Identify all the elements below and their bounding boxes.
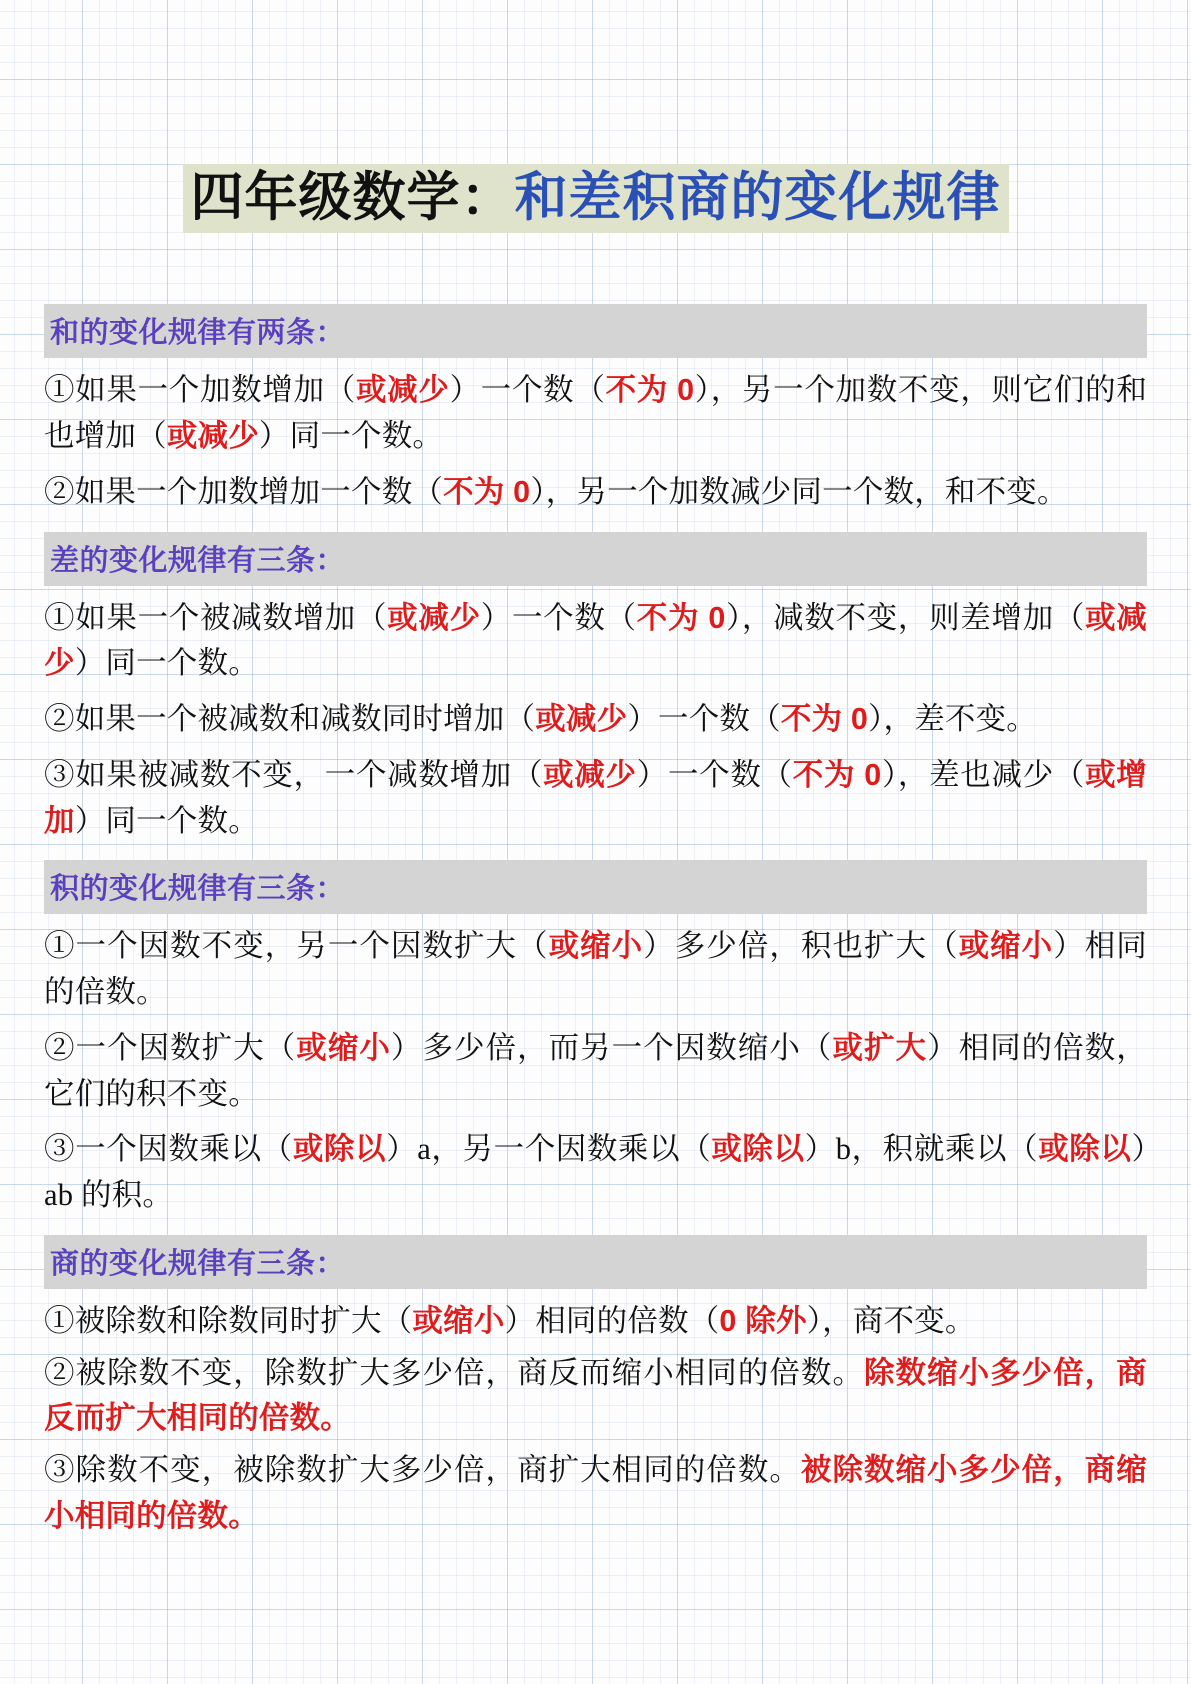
rule-span-plain: ）同一个数。	[74, 646, 259, 681]
section-sum	[44, 304, 1147, 515]
rule-span-plain: ）多少倍，而另一个因数缩小（	[390, 1030, 833, 1065]
rule-item	[44, 1299, 1147, 1345]
rule-span-emphasis: 除数缩小多少倍，商反而扩大相同的倍数。	[44, 1355, 1147, 1436]
rule-span-plain: ）b，积就乘以（	[804, 1132, 1039, 1167]
section-product	[44, 860, 1147, 1219]
section-heading: 积的变化规律有三条：	[44, 860, 1147, 914]
rule-span-emphasis: 或除以	[1038, 1132, 1132, 1167]
rule-span-emphasis: 或缩小	[412, 1303, 505, 1338]
rule-span-plain: ），另一个加数不变，则它们的和也增加（	[44, 373, 1148, 454]
rule-span-emphasis: 或缩小	[548, 929, 644, 964]
rule-span-plain: ）同一个数。	[258, 419, 444, 454]
rule-span-emphasis: 或缩小	[296, 1030, 391, 1065]
rule-span-emphasis: 或减少	[543, 757, 637, 792]
rule-span-plain: ①如果一个加数增加（	[44, 373, 356, 408]
rule-span-emphasis: 不为 0	[443, 474, 531, 509]
rule-span-plain: ），差也减少（	[881, 757, 1086, 792]
rule-span-plain: ③除数不变，被除数扩大多少倍，商扩大相同的倍数。	[44, 1453, 801, 1488]
rule-span-plain: ）多少倍，积也扩大（	[643, 929, 959, 964]
rule-span-plain: ②一个因数扩大（	[44, 1030, 297, 1065]
rule-span-plain: ）a，另一个因数乘以（	[386, 1132, 712, 1167]
rule-item	[44, 924, 1147, 1016]
rule-span-emphasis: 0 除外	[719, 1303, 807, 1338]
rule-span-plain: ③一个因数乘以（	[44, 1132, 293, 1167]
rule-item	[44, 1448, 1147, 1540]
rule-item	[44, 1026, 1147, 1118]
rule-span-plain: ）一个数（	[449, 373, 606, 408]
rule-span-emphasis: 或减少	[44, 600, 1147, 681]
rule-span-emphasis: 或除以	[292, 1132, 387, 1167]
section-heading: 差的变化规律有三条：	[44, 532, 1147, 586]
rule-item	[44, 596, 1147, 688]
rule-span-plain: ③如果被减数不变，一个减数增加（	[44, 757, 544, 792]
rule-span-plain: ），减数不变，则差增加（	[725, 600, 1086, 635]
section-heading: 商的变化规律有三条：	[44, 1235, 1147, 1289]
page-title-wrapper	[0, 128, 1191, 268]
rule-span-emphasis: 被除数缩小多少倍，商缩小相同的倍数。	[44, 1453, 1147, 1533]
rule-span-emphasis: 不为 0	[792, 757, 882, 792]
rule-span-plain: ②如果一个被减数和减数同时增加（	[44, 702, 536, 737]
rule-span-emphasis: 或减少	[355, 373, 450, 408]
rule-item	[44, 753, 1147, 845]
rule-text	[44, 373, 1147, 453]
rule-span-emphasis: 不为 0	[636, 600, 726, 635]
rule-span-plain: ①一个因数不变，另一个因数扩大（	[44, 929, 549, 964]
rule-item	[44, 1127, 1147, 1219]
rule-span-emphasis: 或增加	[44, 757, 1147, 838]
page-title	[183, 164, 1009, 233]
rule-span-emphasis: 或减少	[166, 419, 259, 454]
rule-span-emphasis: 不为 0	[605, 373, 695, 408]
rule-span-plain: ），差不变。	[868, 702, 1038, 737]
rule-item	[44, 368, 1147, 460]
rule-span-emphasis: 或缩小	[958, 929, 1054, 964]
section-heading: 和的变化规律有两条：	[44, 304, 1147, 358]
rule-span-plain: ①如果一个被减数增加（	[44, 600, 388, 635]
page-title-prefix: 四年级数学：	[190, 167, 515, 227]
section-quotient	[44, 1235, 1147, 1540]
rule-span-plain: ①被除数和除数同时扩大（	[44, 1303, 413, 1338]
rule-span-plain: ）相同的倍数（	[504, 1303, 720, 1338]
rule-span-emphasis: 或扩大	[832, 1030, 928, 1065]
rule-span-plain: ）相同的倍数，它们的积不变。	[44, 1030, 1147, 1111]
rule-span-plain: ）相同的倍数。	[44, 929, 1148, 1010]
rule-span-plain: ②如果一个加数增加一个数（	[44, 474, 444, 509]
rule-span-plain: ），商不变。	[806, 1303, 976, 1338]
rule-span-plain: ）一个数（	[636, 757, 793, 792]
page-title-highlight: 和差积商的变化规律	[514, 167, 1001, 227]
rule-item	[44, 1351, 1147, 1443]
rule-span-plain: ）同一个数。	[74, 803, 259, 838]
rule-span-plain: ）一个数（	[627, 702, 781, 737]
rule-item	[44, 697, 1147, 743]
rules-body	[0, 304, 1191, 1539]
rule-span-emphasis: 或减少	[535, 702, 628, 737]
rule-span-plain: ）一个数（	[480, 600, 637, 635]
rule-span-emphasis: 或除以	[711, 1132, 805, 1167]
rule-item	[44, 470, 1147, 516]
rule-span-emphasis: 不为 0	[780, 702, 869, 737]
section-difference	[44, 532, 1147, 845]
rule-span-plain: ）ab 的积。	[44, 1132, 1147, 1213]
rule-span-plain: ②被除数不变，除数扩大多少倍，商反而缩小相同的倍数。	[44, 1355, 864, 1390]
rule-span-emphasis: 或减少	[387, 600, 481, 635]
rule-span-plain: ），另一个加数减少同一个数，和不变。	[530, 474, 1068, 509]
